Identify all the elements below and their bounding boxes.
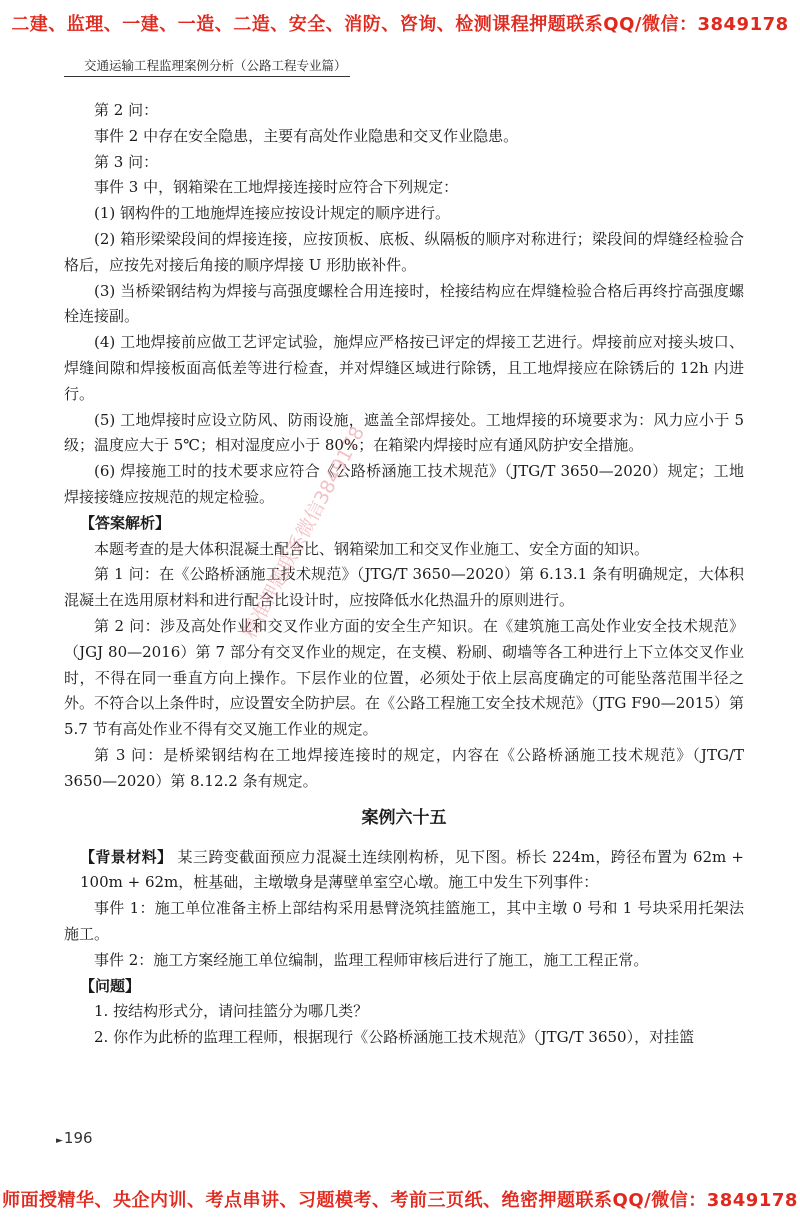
- paragraph: (4) 工地焊接前应做工艺评定试验，施焊应严格按已评定的焊接工艺进行。焊接前应对接头坡口、焊缝间隙和焊接板面高低差等进行检查，并对焊缝区域进行除锈，且工地焊接应在除锈后的 12h 内进行。: [64, 333, 744, 403]
- bottom-ad-banner: 师面授精华、央企内训、考点串讲、习题模考、考前三页纸、绝密押题联系QQ/微信：3849178: [2, 1190, 798, 1211]
- book-title: 交通运输工程监理案例分析（公路工程专业篇）: [84, 58, 347, 73]
- paragraph: 事件 2 中存在安全隐患，主要有高处作业隐患和交叉作业隐患。: [94, 126, 519, 145]
- header-rule: [64, 76, 350, 77]
- paragraph-text: 某三跨变截面预应力混凝土连续刚构桥，见下图。桥长 224m，跨径布置为 62m + 100m + 62m，桩基础，主墩墩身是薄壁单室空心墩。施工中发生下列事件：: [80, 847, 744, 892]
- paragraph: (6) 焊接施工时的技术要求应符合《公路桥涵施工技术规范》（JTG/T 3650—2020）规定；工地焊接接缝应按规范的规定检验。: [64, 462, 744, 506]
- paragraph: [64, 845, 744, 897]
- section-heading: 【答案解析】: [80, 513, 171, 532]
- top-ad-banner: 二建、监理、一建、一造、二造、安全、消防、咨询、检测课程押题联系QQ/微信：3849178: [11, 14, 789, 35]
- publisher-logo: [64, 48, 82, 76]
- watermark: 精准押题联系微信3849178: [238, 422, 370, 643]
- page-arrow-icon: ►: [56, 1136, 63, 1146]
- paragraph: 第 3 问：: [94, 152, 159, 171]
- case-title: 案例六十五: [361, 807, 447, 828]
- paragraph: 第 3 问：是桥梁钢结构在工地焊接连接时的规定，内容在《公路桥涵施工技术规范》（JTG/T 3650—2020）第 8.12.2 条有规定。: [64, 745, 744, 790]
- paragraph: (3) 当桥梁钢结构为焊接与高强度螺栓合用连接时，栓接结构应在焊缝检验合格后再终拧高强度螺栓连接副。: [64, 281, 744, 326]
- section-label: 【背景材料】: [80, 847, 173, 866]
- paragraph: 本题考查的是大体积混凝土配合比、钢箱梁加工和交叉作业施工、安全方面的知识。: [94, 539, 650, 558]
- paragraph: 1. 按结构形式分，请问挂篮分为哪几类？: [94, 1002, 369, 1021]
- paragraph: 事件 1：施工单位准备主桥上部结构采用悬臂浇筑挂篮施工，其中主墩 0 号和 1 号块采用托架法施工。: [64, 899, 744, 943]
- paragraph: 事件 2：施工方案经施工单位编制，监理工程师审核后进行了施工，施工工程正常。: [94, 950, 649, 969]
- paragraph: (1) 钢构件的工地施焊连接应按设计规定的顺序进行。: [94, 204, 451, 223]
- paragraph: 事件 3 中，钢箱梁在工地焊接连接时应符合下列规定：: [94, 178, 459, 197]
- paragraph: 第 1 问：在《公路桥涵施工技术规范》（JTG/T 3650—2020）第 6.13.1 条有明确规定，大体积混凝土在选用原材料和进行配合比设计时，应按降低水化热温升的原则进行。: [64, 565, 744, 610]
- running-header: [64, 48, 364, 78]
- paragraph: 第 2 问：: [94, 101, 159, 119]
- paragraph: 第 2 问：涉及高处作业和交叉作业方面的安全生产知识。在《建筑施工高处作业安全技术规范》（JGJ 80—2016）第 7 部分有交叉作业的规定，在支模、粉刷、砌墙等各工种进行上下立体交叉作业时，不得在同一垂直方向上操作。下层作业的位置，必须处于依上层高度确定的可能坠落范围半径之外。不符合以上条件时，应设置安全防护层。在《公路工程施工安全技术规范》（JTG F90—2015）第 5.7 节有高处作业不得有交叉施工作业的规定。: [64, 616, 744, 739]
- section-heading: 【问题】: [80, 976, 141, 995]
- paragraph: 2. 你作为此桥的监理工程师，根据现行《公路桥涵施工技术规范》（JTG/T 3650），对挂篮: [94, 1028, 695, 1047]
- page-body: [64, 98, 744, 1051]
- paragraph: (5) 工地焊接时应设立防风、防雨设施，遮盖全部焊接处。工地焊接的环境要求为：风力应小于 5 级；温度应大于 5℃；相对湿度应小于 80%；在箱梁内焊接时应有通风防护安全措施。: [64, 410, 744, 455]
- paragraph: (2) 箱形梁梁段间的焊接连接，应按顶板、底板、纵隔板的顺序对称进行；梁段间的焊缝经检验合格后，应按先对接后角接的顺序焊接 U 形肋嵌补件。: [64, 229, 744, 274]
- page-number-value: 196: [63, 1129, 93, 1147]
- page-number: [56, 1129, 93, 1147]
